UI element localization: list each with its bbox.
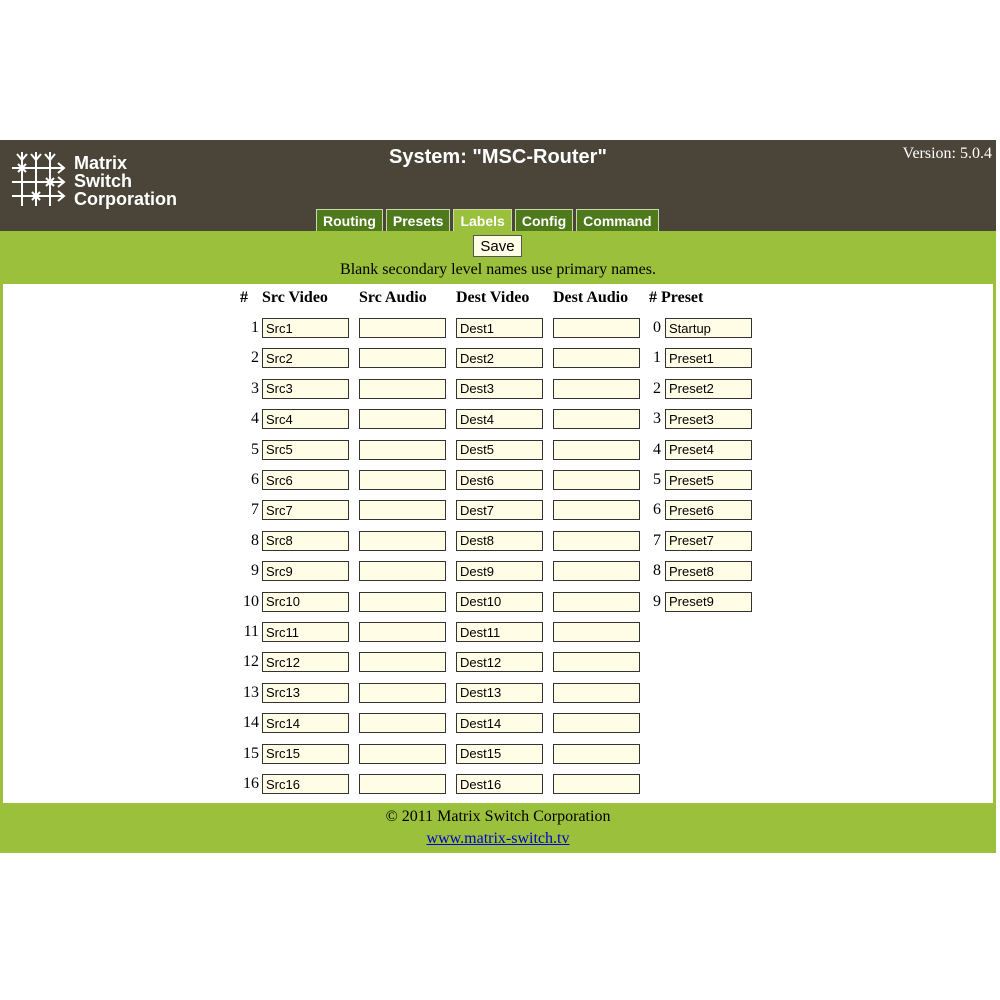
- dest-video-field[interactable]: [456, 622, 543, 642]
- preset-number: 6: [653, 501, 661, 519]
- src-video-field[interactable]: [262, 440, 349, 460]
- dest-video-field[interactable]: [456, 470, 543, 490]
- row-number: 3: [251, 379, 259, 397]
- src-video-field[interactable]: [262, 500, 349, 520]
- dest-audio-field[interactable]: [553, 622, 640, 642]
- header-bar: [0, 140, 996, 231]
- dest-video-field[interactable]: [456, 744, 543, 764]
- logo-line-1: Matrix: [74, 153, 128, 173]
- footer: [0, 803, 996, 853]
- dest-audio-field[interactable]: [553, 592, 640, 612]
- tab-config[interactable]: Config: [515, 209, 573, 231]
- dest-audio-field[interactable]: [553, 379, 640, 399]
- src-audio-field[interactable]: [359, 713, 446, 733]
- preset-name-field[interactable]: [665, 409, 752, 429]
- preset-name-field[interactable]: [665, 470, 752, 490]
- src-video-field[interactable]: [262, 379, 349, 399]
- src-video-field[interactable]: [262, 622, 349, 642]
- preset-name-field[interactable]: [665, 348, 752, 368]
- src-video-field[interactable]: [262, 713, 349, 733]
- save-button[interactable]: Save: [473, 235, 522, 257]
- row-number: 4: [251, 410, 259, 428]
- src-audio-field[interactable]: [359, 774, 446, 794]
- row-number: 14: [243, 714, 259, 732]
- src-audio-field[interactable]: [359, 440, 446, 460]
- dest-video-field[interactable]: [456, 440, 543, 460]
- preset-number: 8: [653, 562, 661, 580]
- src-audio-field[interactable]: [359, 561, 446, 581]
- dest-audio-field[interactable]: [553, 440, 640, 460]
- dest-audio-field[interactable]: [553, 348, 640, 368]
- src-video-field[interactable]: [262, 531, 349, 551]
- header-preset: # Preset: [649, 289, 704, 306]
- row-number: 16: [243, 775, 259, 792]
- header-dest-audio: Dest Audio: [553, 289, 629, 306]
- dest-video-field[interactable]: [456, 683, 543, 703]
- row-number: 9: [251, 562, 259, 580]
- src-audio-field[interactable]: [359, 318, 446, 338]
- tab-bar: [316, 209, 659, 231]
- src-video-field[interactable]: [262, 592, 349, 612]
- src-audio-field[interactable]: [359, 744, 446, 764]
- src-audio-field[interactable]: [359, 470, 446, 490]
- header-src-audio: Src Audio: [359, 289, 427, 306]
- preset-name-field[interactable]: [665, 561, 752, 581]
- dest-audio-field[interactable]: [553, 531, 640, 551]
- copyright-text: © 2011 Matrix Switch Corporation: [385, 808, 611, 825]
- row-number: 13: [243, 683, 259, 701]
- dest-audio-field[interactable]: [553, 318, 640, 338]
- dest-video-field[interactable]: [456, 379, 543, 399]
- src-video-field[interactable]: [262, 774, 349, 794]
- preset-name-field[interactable]: [665, 318, 752, 338]
- logo-line-3: Corporation: [74, 189, 177, 209]
- row-number: 12: [243, 653, 259, 671]
- row-number: 10: [243, 592, 259, 610]
- row-number: 15: [243, 744, 259, 762]
- dest-video-field[interactable]: [456, 318, 543, 338]
- header-num: #: [240, 289, 248, 306]
- tab-labels[interactable]: Labels: [453, 209, 511, 231]
- system-title: System: "MSC-Router": [389, 146, 607, 168]
- src-audio-field[interactable]: [359, 622, 446, 642]
- tab-presets[interactable]: Presets: [386, 209, 451, 231]
- website-link[interactable]: www.matrix-switch.tv: [426, 830, 570, 847]
- src-video-field[interactable]: [262, 409, 349, 429]
- header-src-video: Src Video: [262, 289, 328, 306]
- src-video-field[interactable]: [262, 348, 349, 368]
- preset-number: 7: [653, 531, 661, 549]
- dest-audio-field[interactable]: [553, 713, 640, 733]
- dest-audio-field[interactable]: [553, 409, 640, 429]
- src-video-field[interactable]: [262, 318, 349, 338]
- src-video-field[interactable]: [262, 470, 349, 490]
- dest-video-field[interactable]: [456, 713, 543, 733]
- src-audio-field[interactable]: [359, 348, 446, 368]
- toolbar: [0, 231, 996, 284]
- row-number: 2: [251, 349, 259, 367]
- dest-audio-field[interactable]: [553, 744, 640, 764]
- dest-video-field[interactable]: [456, 592, 543, 612]
- src-audio-field[interactable]: [359, 652, 446, 672]
- dest-audio-field[interactable]: [553, 683, 640, 703]
- preset-number: 9: [653, 592, 661, 610]
- dest-audio-field[interactable]: [553, 774, 640, 794]
- preset-number: 4: [653, 440, 661, 458]
- labels-table: [0, 284, 996, 803]
- preset-number: 3: [653, 410, 661, 428]
- header-dest-video: Dest Video: [456, 289, 530, 306]
- row-number: 1: [251, 319, 259, 336]
- row-number: 8: [251, 531, 259, 549]
- page-frame: [0, 140, 996, 853]
- dest-video-field[interactable]: [456, 409, 543, 429]
- preset-name-field[interactable]: [665, 531, 752, 551]
- src-audio-field[interactable]: [359, 683, 446, 703]
- preset-name-field[interactable]: [665, 592, 752, 612]
- row-number: 6: [251, 471, 259, 488]
- src-audio-field[interactable]: [359, 500, 446, 520]
- preset-name-field[interactable]: [665, 500, 752, 520]
- src-audio-field[interactable]: [359, 379, 446, 399]
- preset-number: 2: [653, 379, 661, 397]
- row-number: 7: [251, 501, 259, 519]
- src-video-field[interactable]: [262, 561, 349, 581]
- dest-video-field[interactable]: [456, 774, 543, 794]
- dest-audio-field[interactable]: [553, 500, 640, 520]
- tab-command[interactable]: Command: [576, 209, 658, 231]
- dest-video-field[interactable]: [456, 652, 543, 672]
- src-audio-field[interactable]: [359, 409, 446, 429]
- src-video-field[interactable]: [262, 652, 349, 672]
- src-video-field[interactable]: [262, 683, 349, 703]
- tab-routing[interactable]: Routing: [316, 209, 383, 231]
- row-number: 5: [251, 440, 259, 458]
- dest-video-field[interactable]: [456, 531, 543, 551]
- preset-number: 5: [653, 471, 661, 488]
- dest-audio-field[interactable]: [553, 561, 640, 581]
- row-number: 11: [243, 623, 259, 640]
- dest-audio-field[interactable]: [553, 652, 640, 672]
- logo-line-2: Switch: [74, 171, 133, 191]
- preset-name-field[interactable]: [665, 379, 752, 399]
- version-label: Version: 5.0.4: [902, 145, 992, 162]
- src-audio-field[interactable]: [359, 531, 446, 551]
- src-audio-field[interactable]: [359, 592, 446, 612]
- preset-number: 0: [653, 319, 661, 336]
- info-note: Blank secondary level names use primary names.: [340, 261, 656, 278]
- preset-name-field[interactable]: [665, 440, 752, 460]
- src-video-field[interactable]: [262, 744, 349, 764]
- dest-audio-field[interactable]: [553, 470, 640, 490]
- dest-video-field[interactable]: [456, 348, 543, 368]
- dest-video-field[interactable]: [456, 500, 543, 520]
- dest-video-field[interactable]: [456, 561, 543, 581]
- preset-number: 1: [653, 349, 661, 367]
